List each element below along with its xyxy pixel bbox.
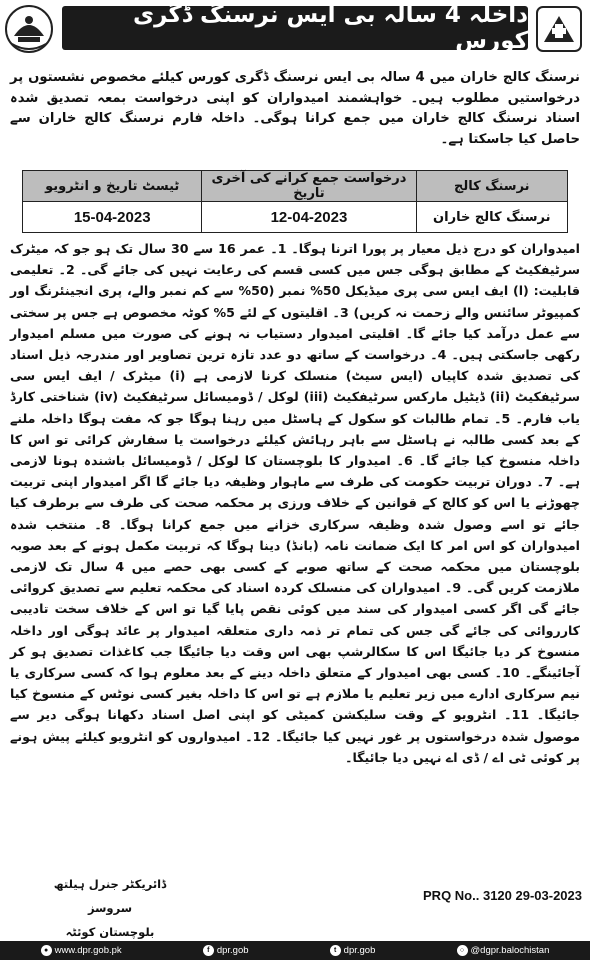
footer-label: @dgpr.balochistan — [470, 945, 550, 956]
college-name-cell: نرسنگ کالج خاران — [416, 202, 568, 233]
facebook-icon: f — [203, 945, 214, 956]
eligibility-paragraph: امیدواران کو درج ذیل معیار پر پورا اترنا ہوگا۔ 1۔ عمر 16 سے 30 سال تک ہو جو کہ میٹرک سرٹیفکیٹ کے مطابق ہوگی جس میں کسی قسم کی رعایت نہیں کی جائے گی۔ 2۔ تعلیمی قابلیت: (ا) ایف ایس سی پری میڈیکل 50% نمبر (50% سے کم نمبر والے، پری انجینئرنگ اور کمپیوٹر سائنس والے زحمت نہ کریں) 3۔ اقلیتوں کے لئے 5% کوٹہ مخصوص ہے جس پر سختی سے عمل درآمد کیا جائے گا۔ اقلیتی امیدوار دستیاب نہ ہونے کی صورت میں مسلم امیدوار رکھی جاسکتی ہیں۔ 4۔ درخواست کے ساتھ دو عدد تازہ ترین تصاویر اور مندرجہ ذیل اسناد کی تصدیق شدہ کاپیاں (ایس سیٹ) منسلک کرنا لازمی ہے (i) میٹرک / ایف ایس سی سرٹیفکیٹ (ii) ڈیٹیل مارکس سرٹیفکیٹ (iii) لوکل / ڈومیسائل سرٹیفکیٹ (iv) شناختی کارڈ یاب فارم۔ 5۔ تمام طالبات کو سکول کے ہاسٹل میں رہنا ہوگا جو کہ مفت ہوگا داخلہ ملنے کے بعد کسی طالبہ نے ہاسٹل سے باہر رہائش کیلئے درخواست یا سفارش کرائی تو اس کا داخلہ منسوخ کیا جائے گا۔ 6۔ امیدوار کا بلوچستان کا لوکل / ڈومیسائل باشندہ ہونا لازمی ہے۔ 7۔ دوران تربیت حکومت کی طرف سے ماہوار وظیفہ دیا جائے گا اگر امیدوار اپنی تربیت چھوڑنے یا اس کو کالج کے قوانین کے خلاف ورزی پر محکمہ صحت کی طرف سے برطرف کیا جائے تو اسے وصول شدہ وظیفہ سرکاری خزانے میں جمع کرانا ہوگا۔ 8۔ منتخب شدہ امیدواران کو اس امر کا ایک ضمانت نامہ (بانڈ) دینا ہوگا کہ تربیت مکمل ہونے کے بعد صوبہ بلوچستان میں محکمہ صحت کے ساتھ صوبے کے کسی بھی حصے میں 4 سال تک لازمی ملازمت کریں گی۔ 9۔ امیدواران کی منسلک کردہ اسناد کی محکمہ تعلیم سے تصدیق کروائی جائے گی اگر کسی امیدوار کی سند میں کوئی نقص پایا گیا تو اس کے خلاف سخت تادیبی کارروائی کی جائے گی جس کی تمام تر ذمہ داری متعلقہ امیدوار پر عائد ہوگی اور داخلہ منسوخ کر دیا جائیگا اس کا سکالرشپ بھی اس وقت دیا جائیگا جب کاغذات تصدیق ہو کر آجائینگے۔ 10۔ کسی بھی امیدوار کے متعلق داخلہ دینے کے بعد معلوم ہوا کہ کسی سرکاری یا نیم سرکاری ادارے میں زیر تعلیم یا ملازم ہے تو اس کا داخلہ بغیر کسی نوٹس کے منسوخ کیا جائیگا۔ 11۔ انٹرویو کے وقت سلیکشن کمیٹی کو اپنی اصل اسناد دکھانا ہوگی دیر سے موصول شدہ درخواستوں پر غور نہیں کیا جائیگا۔ 12۔ امیدواروں کو انٹرویو کیلئے پیش ہونے پر کوئی ٹی اے / ڈی اے نہیں دیا جائیگا۔ — [10, 241, 581, 765]
signature-block — [30, 872, 190, 944]
footer-bar — [0, 941, 590, 960]
last-date-cell: 12-04-2023 — [202, 202, 416, 233]
test-date-cell: 15-04-2023 — [23, 202, 202, 233]
prq-number: PRQ No.. 3120 29-03-2023 — [423, 888, 582, 903]
schedule-table — [22, 170, 568, 233]
header — [0, 0, 590, 60]
footer-label: www.dpr.gob.pk — [54, 945, 122, 956]
instagram-icon: ○ — [457, 945, 468, 956]
table-row — [23, 202, 568, 233]
title-banner — [62, 2, 528, 54]
footer-item-facebook[interactable] — [203, 945, 249, 956]
globe-icon: ● — [41, 945, 52, 956]
health-department-logo-icon — [534, 4, 584, 54]
footer-item-website[interactable] — [41, 945, 122, 956]
footer-item-instagram[interactable] — [457, 945, 550, 956]
footer-label: dpr.gob — [216, 945, 249, 956]
page-title: داخلہ 4 سالہ بی ایس نرسنگ ڈگری کورس — [132, 2, 528, 54]
table-header-cell: ٹیسٹ تاریخ و انٹرویو — [23, 171, 202, 202]
table-header-cell: درخواست جمع کرانے کی آخری تاریخ — [202, 171, 416, 202]
balochistan-emblem-icon — [4, 4, 54, 54]
signature-title: ڈائریکٹر جنرل ہیلتھ سروسز — [53, 877, 167, 915]
table-header-row — [23, 171, 568, 202]
table-header-cell: نرسنگ کالج — [416, 171, 568, 202]
footer-label: dpr.gob — [343, 945, 376, 956]
twitter-icon: t — [330, 945, 341, 956]
footer-item-twitter[interactable] — [330, 945, 376, 956]
signature-location: بلوچستان کوئٹہ — [65, 925, 155, 939]
intro-paragraph: نرسنگ کالج خاران میں 4 سالہ بی ایس نرسنگ ڈگری کورس کیلئے مخصوص نشستوں پر درخواستیں مطلوب ہیں۔ خواہشمند امیدواران کو اپنی درخواست بمعہ تصدیق شدہ اسناد نرسنگ کالج خاران میں جمع کرانا ہوگی۔ داخلہ فارم نرسنگ کالج خاران سے حاصل کیا جاسکتا ہے۔ — [10, 70, 580, 147]
